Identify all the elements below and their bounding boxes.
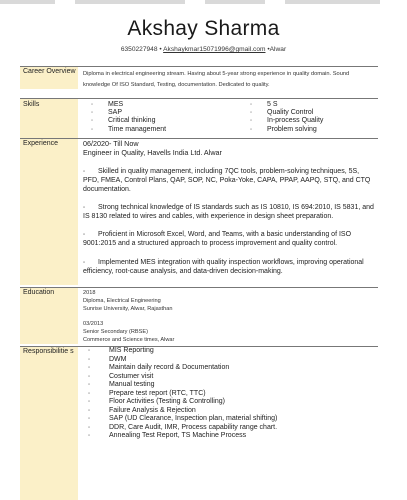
skill-item: ▫ Critical thinking [91, 117, 166, 125]
skills-label: Skills [23, 101, 40, 108]
overview-text: Diploma in electrical engineering stream. Having about 5-year strong experience in quality domain. Sound knowledge Of ISO Standard, Testing, documentation. Dedicated to quality. [83, 71, 350, 88]
list-item: ▫ DDR, Care Audit, IMR, Process capability range chart. [83, 424, 277, 433]
skill-item: ▫ SAP [91, 109, 166, 117]
overview-label: Career Overview [23, 68, 76, 75]
responsibilities-list [83, 347, 277, 441]
phone-number: 6350227948 [120, 46, 158, 53]
top-strip [0, 0, 407, 6]
experience-label: Experience [23, 140, 59, 147]
list-item: ▫ SAP (UD Clearance, Inspection plan, material shifting) [83, 415, 277, 424]
education-degree: Diploma, Electrical Engineering [83, 298, 161, 304]
email-link[interactable]: Akshaykmar15071996@gmail.com [163, 46, 266, 53]
list-item: ▫ Prepare test report (RTC, TTC) [83, 390, 277, 399]
list-item: ▫ Floor Activities (Testing & Controlling) [83, 398, 277, 407]
skills-list-right [250, 101, 323, 134]
bullet-icon: ▫ [83, 232, 86, 238]
experience-label-bg [20, 139, 78, 285]
skill-item: ▫ Time management [91, 126, 166, 134]
skill-item: ▫ 5 S [250, 101, 323, 109]
list-item: ▫ Failure Analysis & Rejection [83, 407, 277, 416]
list-item: ▫ DWM [83, 356, 277, 365]
education-degree: Senior Secondary (RBSE) [83, 329, 148, 335]
responsibilities-label-bg [20, 347, 78, 500]
divider [20, 138, 378, 139]
skills-list-left [91, 101, 166, 134]
skill-item: ▫ MES [91, 101, 166, 109]
list-item: ▫ Maintain daily record & Documentation [83, 364, 277, 373]
location: Alwar [269, 46, 287, 53]
contact-line: 6350227948 • Akshaykmar15071996@gmail.com •Alwar [120, 46, 287, 53]
divider [20, 98, 378, 99]
education-label: Education [23, 289, 55, 296]
experience-bullet: ▫ Skilled in quality management, including 7QC tools, problem-solving techniques, 5S, PFD, FMEA, Control Plans, QAP, SOP, NC, Poka-Yoke, CAPA, PPAP, AAPQ, STQ, and CTQ documentation. [83, 168, 371, 193]
experience-bullet: ▫ Implemented MES integration with quality inspection workflows, improving operational efficiency, root-cause analysis, and data-driven decision-making. [83, 259, 364, 275]
resume-name: Akshay Sharma [127, 17, 280, 40]
bullet-icon: ▫ [83, 260, 86, 266]
skill-item: ▫ Problem solving [250, 126, 323, 134]
skill-item: ▫ Quality Control [250, 109, 323, 117]
list-item: ▫ MIS Reporting [83, 347, 277, 356]
divider [20, 66, 378, 67]
divider [20, 287, 378, 288]
bullet-icon: ▫ [83, 169, 86, 175]
experience-bullet: ▫ Strong technical knowledge of IS standards such as IS 10810, IS 694:2010, IS 5831, and IS 8130 related to wires and cables, with experience in design sheet preparation. [83, 204, 374, 220]
education-school: Sunrise University, Alwar, Rajasthan [83, 306, 173, 312]
list-item: ▫ Costumer visit [83, 373, 277, 382]
list-item: ▫ Manual testing [83, 381, 277, 390]
education-school: Commerce and Science times, Alwar [83, 337, 175, 343]
skill-item: ▫ In-process Quality [250, 117, 323, 125]
education-year: 2018 [83, 290, 96, 296]
experience-role: Engineer in Quality, Havells India Ltd. Alwar [83, 148, 222, 157]
bullet-icon: ▫ [83, 205, 86, 211]
experience-period: 06/2020- Till Now [83, 139, 139, 148]
responsibilities-label: Responsibilitie s [23, 348, 74, 355]
education-year: 03/2013 [83, 321, 104, 327]
list-item: ▫ Annealing Test Report, TS Machine Process [83, 432, 277, 441]
experience-bullet: ▫ Proficient in Microsoft Excel, Word, and Teams, with a basic understanding of ISO 9001:2015 and a structured approach to process improvement and quality control. [83, 231, 352, 247]
